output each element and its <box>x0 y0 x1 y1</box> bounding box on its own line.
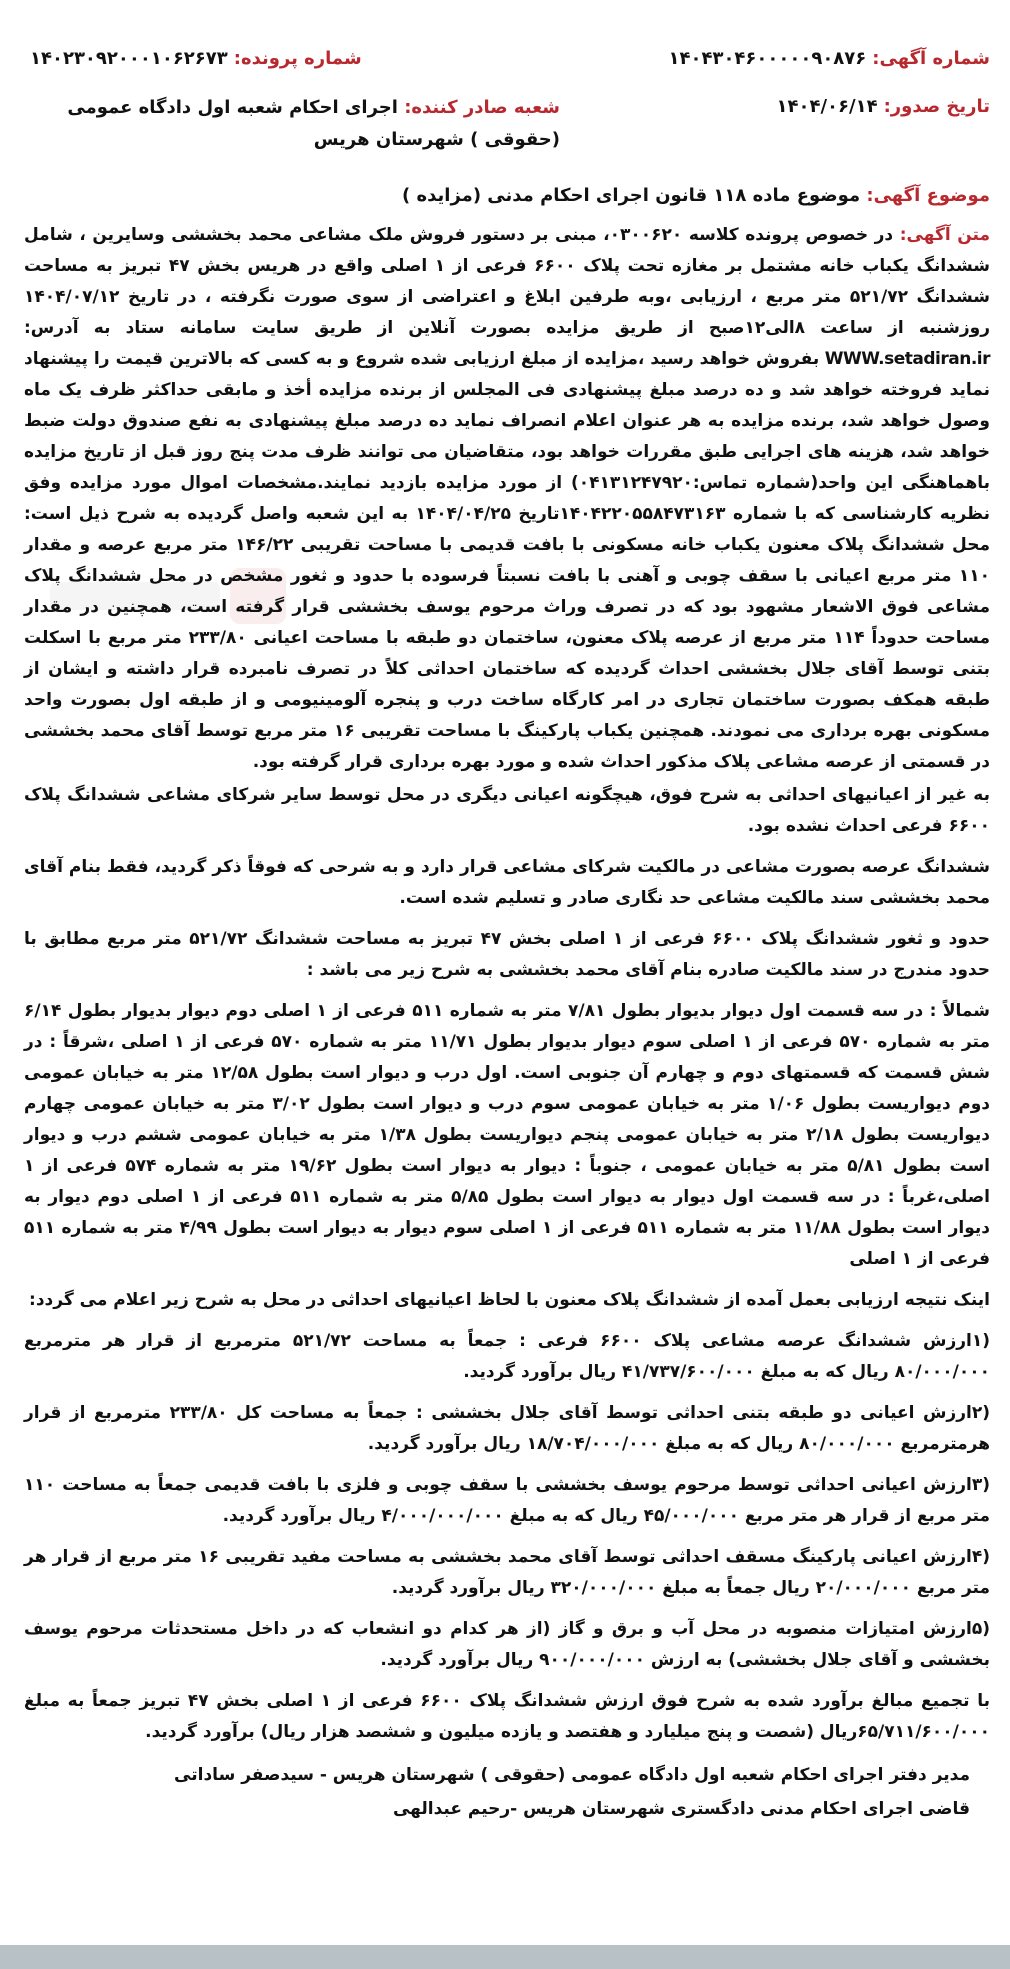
valuation-item: (۴ارزش اعیانی پارکینگ مسقف احداثی توسط آقای محمد بخششی به مساحت مفید تقریبی ۱۶ متر مربع از قرار هر متر مربع ۲۰/۰۰۰/۰۰۰ ریال جمعاً به مبلغ ۳۲۰/۰۰۰/۰۰۰ ریال برآورد گردید. <box>24 1547 990 1598</box>
subject-value: موضوع ماده ۱۱۸ قانون اجرای احکام مدنی (مزایده ) <box>402 185 861 206</box>
signature-clerk: مدیر دفتر اجرای احکام شعبه اول دادگاه عمومی (حقوقی ) شهرستان هریس - سیدصفر ساداتی <box>174 1765 970 1785</box>
signatures <box>24 1758 990 1826</box>
case-number-label: شماره پرونده: <box>233 48 362 69</box>
case-number <box>30 44 362 74</box>
body-paragraph: اینک نتیجه ارزیابی بعمل آمده از ششدانگ پلاک معنون با لحاظ اعیانیهای احداثی در محل به شرح زیر اعلام می گردد: <box>29 1290 990 1310</box>
body-paragraph: ششدانگ عرصه بصورت مشاعی در مالکیت شرکای مشاعی قرار دارد و به شرحی که فوقاً ذکر گردید، فقط بنام آقای محمد بخششی سند مالکیت مشاعی حد نگاری صادر و تسلیم شده است. <box>24 857 990 908</box>
body-paragraph-text: در خصوص پرونده کلاسه ۰۳۰۰۶۲۰، مبنی بر دستور فروش ملک مشاعی محمد بخششی وسایرین ، شامل ششدانگ یکباب خانه مشتمل بر مغازه تحت پلاک ۶۶۰۰ فرعی از ۱ اصلی واقع در هریس بخش ۴۷ تبریز به مساحت ششدانگ ۵۲۱/۷۲ متر مربع ، ارزیابی ،وبه طرفین ابلاغ و اعتراضی از سوی صورت نگرفته ، در تاریخ ۱۴۰۴/۰۷/۱۲ روزشنبه از ساعت ۸الی۱۲صبح از طریق مزایده بصورت آنلاین از طریق سایت سامانه ستاد به آدرس: WWW.setadiran.ir بفروش خواهد رسید ،مزایده از مبلغ ارزیابی شده شروع و به کسی که بالاترین قیمت را پیشنهاد نماید فروخته خواهد شد و ده درصد مبلغ پیشنهادی فی المجلس از برنده مزایده أخذ و مابقی حداکثر ظرف یک ماه وصول خواهد شد، برنده مزایده به هر عنوان اعلام انصراف نماید ده درصد مبلغ پیشنهادی به نفع صندوق دولت ضبط خواهد شد، هزینه های اجرایی طبق مقررات خواهد بود، متقاضیان می توانند ظرف مدت پنج روز قبل از تاریخ مزایده باهماهنگی این واحد(شماره تماس:۰۴۱۳۱۲۴۷۹۲۰) از مورد مزایده بازدید نمایند.مشخصات اموال مورد مزایده وفق نظریه کارشناسی که با شماره ۱۴۰۴۲۲۰۵۵۸۴۷۳۱۶۳تاریخ ۱۴۰۴/۰۴/۲۵ به این شعبه واصل گردیده به شرح ذیل است: محل ششدانگ پلاک معنون یکباب خانه مسکونی با بافت قدیمی با مساحت تقریبی ۱۴۶/۲۲ متر مربع عرصه و مقدار ۱۱۰ متر مربع اعیانی با سقف چوبی و آهنی با بافت نسبتاً فرسوده با حدود و ثغور مشخص در محل ششدانگ پلاک مشاعی فوق الاشعار مشهود بود که در تصرف وراث مرحوم یوسف بخششی قرار گرفته است، همچنین در مقدار مساحت حدوداً ۱۱۴ متر مربع از عرصه پلاک معنون، ساختمان دو طبقه با مساحت اعیانی ۲۳۳/۸۰ متر مربع با اسکلت بتنی توسط آقای جلال بخششی احداث گردیده که ساختمان احداثی کلاً در تصرف نامبرده قرار داشته و ایشان از طبقه همکف بصورت ساختمان تجاری در امر کارگاه ساخت درب و پنجره آلومینیومی و از طبقه اول بصورت واحد مسکونی بهره برداری می نمودند. همچنین یکباب پارکینگ با مساحت تقریبی ۱۶ متر مربع توسط آقای محمد بخششی در قسمتی از عرصه مشاعی پلاک مذکور احداث شده و مورد بهره برداری قرار گرفته بود. <box>24 225 991 772</box>
issue-date-label: تاریخ صدور: <box>883 96 990 117</box>
issuer-label: شعبه صادر کننده: <box>404 97 560 118</box>
header-row-1 <box>30 44 990 74</box>
issuer-value: اجرای احکام شعبه اول دادگاه عمومی (حقوقی ) شهرستان هریس <box>67 97 560 150</box>
header-row-2 <box>30 92 990 156</box>
subject <box>30 180 990 212</box>
bottom-bar <box>0 1945 1010 1969</box>
notice-number-label: شماره آگهی: <box>872 48 990 69</box>
notice-number-value: ۱۴۰۴۳۰۴۶۰۰۰۰۰۹۰۸۷۶ <box>668 48 867 69</box>
subject-label: موضوع آگهی: <box>866 185 990 206</box>
body-paragraph: شمالاً : در سه قسمت اول دیوار بدیوار بطول ۷/۸۱ متر به شماره ۵۱۱ فرعی از ۱ اصلی دوم دیوار بدیوار بطول ۶/۱۴ متر به شماره ۵۷۰ فرعی از ۱ اصلی سوم دیوار بدیوار بطول ۱۱/۷۱ متر به شماره ۵۷۰ فرعی از ۱ اصلی ،شرقاً : در شش قسمت که قسمتهای دوم و چهارم آن جنوبی است. اول درب و دیوار است بطول ۱۲/۵۸ متر به خیابان عمومی دوم دیواریست بطول ۱/۰۶ متر به خیابان عمومی سوم درب و دیوار است بطول ۳/۰۲ متر به خیابان عمومی چهارم دیواریست بطول ۲/۱۸ متر به خیابان عمومی پنجم دیواریست بطول ۱/۳۸ متر به خیابان عمومی ششم درب و دیوار است بطول ۵/۸۱ متر به خیابان عمومی ، جنوباً : دیوار به دیوار است بطول ۱۹/۶۲ متر به شماره ۵۷۴ فرعی از ۱ اصلی،غرباً : در سه قسمت اول دیوار به دیوار است بطول ۵/۸۵ متر به شماره ۵۱۱ فرعی از ۱ اصلی دوم دیوار به دیوار است بطول ۱۱/۸۸ متر به شماره ۵۱۱ فرعی از ۱ اصلی سوم دیوار به دیوار است بطول ۴/۹۹ متر به شماره ۵۱۱ فرعی از ۱ اصلی <box>24 1001 991 1269</box>
issuer <box>30 92 560 156</box>
valuation-item: (۲ارزش اعیانی دو طبقه بتنی احداثی توسط آقای جلال بخششی : جمعاً به مساحت کل ۲۳۳/۸۰ مترمربع از قرار هرمترمربع ۸۰/۰۰۰/۰۰۰ ریال که به مبلغ ۱۸/۷۰۴/۰۰۰/۰۰۰ ریال برآورد گردید. <box>24 1403 990 1454</box>
valuation-total: با تجمیع مبالغ برآورد شده به شرح فوق ارزش ششدانگ پلاک ۶۶۰۰ فرعی از ۱ اصلی بخش ۴۷ تبریز جمعاً به مبلغ ۶۵/۷۱۱/۶۰۰/۰۰۰ریال (شصت و پنج میلیارد و هفتصد و یازده میلیون و ششصد هزار ریال) برآورد گردید. <box>24 1691 990 1742</box>
issue-date-value: ۱۴۰۴/۰۶/۱۴ <box>776 96 878 117</box>
body-paragraph: حدود و ثغور ششدانگ پلاک ۶۶۰۰ فرعی از ۱ اصلی بخش ۴۷ تبریز به مساحت ششدانگ ۵۲۱/۷۲ متر مربع مطابق با حدود مندرج در سند مالکیت صادره بنام آقای محمد بخششی به شرح زیر می باشد : <box>24 929 990 980</box>
valuation-item: (۳ارزش اعیانی احداثی توسط مرحوم یوسف بخششی با سقف چوبی و فلزی با بافت قدیمی جمعاً به مساحت ۱۱۰ متر مربع از قرار هر متر مربع ۴۵/۰۰۰/۰۰۰ ریال که به مبلغ ۴/۰۰۰/۰۰۰/۰۰۰ ریال برآورد گردید. <box>24 1475 990 1526</box>
notice-body <box>24 220 990 1826</box>
case-number-value: ۱۴۰۲۳۰۹۲۰۰۰۱۰۶۲۶۷۳ <box>30 48 228 69</box>
body-label: متن آگهی: <box>899 225 990 245</box>
signature-judge: قاضی اجرای احکام مدنی دادگستری شهرستان هریس -رحیم عبدالهی <box>392 1799 970 1819</box>
valuation-item: (۱ارزش ششدانگ عرصه مشاعی پلاک ۶۶۰۰ فرعی : جمعاً به مساحت ۵۲۱/۷۲ مترمربع از قرار هر مترمربع ۸۰/۰۰۰/۰۰۰ ریال که به مبلغ ۴۱/۷۳۷/۶۰۰/۰۰۰ ریال برآورد گردید. <box>24 1331 991 1382</box>
valuation-item: (۵ارزش امتیازات منصوبه در محل آب و برق و گاز (از هر کدام دو انشعاب که در داخل مستحدثات مرحوم یوسف بخششی و آقای جلال بخششی) به ارزش ۹۰۰/۰۰۰/۰۰۰ ریال برآورد گردید. <box>24 1619 990 1670</box>
body-paragraph <box>24 220 990 778</box>
body-paragraph: به غیر از اعیانیهای احداثی به شرح فوق، هیچگونه اعیانی دیگری در محل توسط سایر شرکای مشاعی ششدانگ پلاک ۶۶۰۰ فرعی احداث نشده بود. <box>24 785 990 836</box>
issue-date <box>777 92 990 156</box>
notice-number <box>669 44 990 74</box>
